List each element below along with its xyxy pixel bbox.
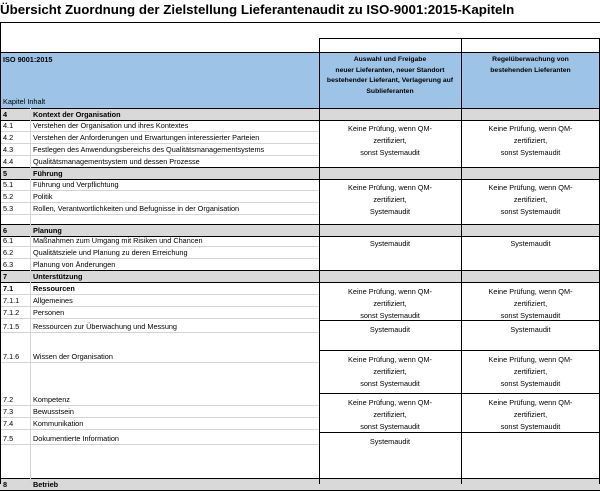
note-line: sonst Systemaudit — [500, 379, 561, 388]
chapter-number: 6.3 — [3, 260, 14, 269]
note-line: sonst Systemaudit — [500, 148, 561, 157]
audit-note-auswahl — [319, 354, 461, 393]
gridline — [0, 429, 319, 430]
audit-note-auswahl — [319, 238, 461, 270]
iso-standard-label: ISO 9001:2015 — [3, 55, 53, 64]
note-line: Systemaudit — [369, 239, 411, 248]
chapter-number: 7.1.6 — [3, 352, 20, 361]
chapter-title: Betrieb — [33, 480, 59, 489]
gridline — [0, 52, 600, 53]
note-line: Keine Prüfung, wenn QM- — [348, 183, 432, 192]
gridline — [461, 38, 462, 484]
chapter-number: 6.2 — [3, 248, 14, 257]
note-line: sonst Systemaudit — [360, 148, 420, 157]
gridline — [0, 306, 319, 307]
audit-note-auswahl — [319, 436, 461, 478]
chapter-number: 5 — [3, 169, 8, 178]
chapter-title: Ressourcen — [33, 284, 75, 293]
chapter-number: 5.1 — [3, 180, 14, 189]
note-line: zertifiziert, — [513, 410, 548, 419]
chapter-number: 7.1 — [3, 284, 14, 293]
chapter-title: Festlegen des Anwendungsbereichs des Qualitätsmanagementsystems — [33, 145, 265, 154]
chapter-title: Rollen, Verantwortlichkeiten und Befugnisse in der Organisation — [33, 204, 240, 213]
column-header-auswahl — [319, 55, 461, 105]
chapter-title: Wissen der Organisation — [33, 352, 113, 361]
note-line: zertifiziert, — [373, 367, 407, 376]
note-line: sonst Systemaudit — [360, 379, 420, 388]
chapter-title: Qualitätsziele und Planung zu deren Erreichung — [33, 248, 188, 257]
note-line: Systemaudit — [510, 325, 551, 334]
chapter-title: Qualitätsmanagementsystem und dessen Prozesse — [33, 157, 200, 166]
chapter-title: Maßnahmen zum Umgang mit Risiken und Chancen — [33, 236, 203, 245]
chapter-number: 7.2 — [3, 395, 14, 404]
gridline — [319, 224, 600, 225]
gridline — [30, 108, 31, 484]
note-line: Keine Prüfung, wenn QM- — [348, 398, 432, 407]
note-line: zertifiziert, — [373, 195, 407, 204]
chapter-number: 7.5 — [3, 434, 14, 443]
column-header-regel-line: Regelüberwachung von — [492, 56, 569, 63]
note-line: zertifiziert, — [513, 195, 548, 204]
chapter-title: Ressourcen zur Überwachung und Messung — [33, 322, 177, 331]
chapter-title: Allgemeines — [33, 296, 73, 305]
note-line: Keine Prüfung, wenn QM- — [488, 183, 573, 192]
note-line: Systemaudit — [369, 325, 411, 334]
gridline — [0, 202, 319, 203]
chapter-number: 6.1 — [3, 236, 14, 245]
chapter-title: Führung — [33, 169, 63, 178]
gridline — [0, 258, 319, 259]
note-line: Keine Prüfung, wenn QM- — [488, 398, 573, 407]
chapter-number: 4.3 — [3, 145, 14, 154]
chapter-number: 7.1.5 — [3, 322, 20, 331]
note-line: zertifiziert, — [513, 299, 548, 308]
gridline — [0, 362, 319, 363]
gridline — [0, 190, 319, 191]
note-line: Systemaudit — [369, 207, 411, 216]
note-line: Keine Prüfung, wenn QM- — [348, 287, 432, 296]
audit-note-regel — [461, 397, 600, 432]
gridline — [0, 214, 319, 215]
gridline — [0, 444, 319, 445]
column-header-auswahl-line: Sublieferanten — [366, 87, 414, 95]
gridline — [319, 38, 600, 39]
chapter-number: 7.1.1 — [3, 296, 20, 305]
chapter-number: 4.2 — [3, 133, 14, 142]
chapter-title: Kompetenz — [33, 395, 70, 404]
chapter-title: Planung — [33, 226, 62, 235]
note-line: sonst Systemaudit — [500, 311, 561, 320]
column-header-regel-line: bestehenden Lieferanten — [490, 66, 571, 74]
gridline — [319, 350, 600, 351]
note-line: Keine Prüfung, wenn QM- — [488, 124, 573, 133]
audit-note-regel — [461, 238, 600, 270]
gridline — [319, 393, 600, 394]
audit-note-regel — [461, 182, 600, 224]
gridline — [0, 294, 319, 295]
note-line: zertifiziert, — [513, 367, 548, 376]
gridline — [0, 318, 319, 319]
chapter-title: Kommunikation — [33, 419, 84, 428]
audit-note-auswahl — [319, 286, 461, 320]
note-line: Keine Prüfung, wenn QM- — [348, 124, 432, 133]
note-line: Systemaudit — [510, 239, 551, 248]
gridline — [319, 38, 320, 484]
chapter-title: Führung und Verpflichtung — [33, 180, 119, 189]
chapter-number: 7 — [3, 272, 8, 281]
gridline — [0, 155, 319, 156]
chapter-title: Verstehen der Organisation und ihres Kontextes — [33, 121, 189, 130]
chapter-title: Unterstützung — [33, 272, 83, 281]
note-line: zertifiziert, — [373, 299, 407, 308]
chapter-number: 7.1.2 — [3, 308, 20, 317]
note-line: zertifiziert, — [373, 410, 407, 419]
note-line: sonst Systemaudit — [360, 311, 420, 320]
chapter-title: Kontext der Organisation — [33, 110, 121, 119]
gridline — [0, 22, 1, 484]
gridline — [0, 246, 319, 247]
gridline — [319, 270, 600, 271]
gridline — [0, 282, 600, 283]
chapter-title: Planung von Änderungen — [33, 260, 116, 269]
chapter-title: Politik — [33, 192, 53, 201]
chapter-title: Bewusstsein — [33, 407, 74, 416]
column-header-regel — [461, 55, 600, 85]
kapitel-inhalt-label: Kapitel Inhalt — [3, 97, 46, 106]
chapter-title: Verstehen der Anforderungen und Erwartungen interessierter Parteien — [33, 133, 260, 142]
gridline — [0, 417, 319, 418]
chapter-title: Personen — [33, 308, 65, 317]
page-title: Übersicht Zuordnung der Zielstellung Lieferantenaudit zu ISO-9001:2015-Kapiteln — [0, 2, 515, 17]
note-line: sonst Systemaudit — [500, 207, 561, 216]
note-line: sonst Systemaudit — [500, 422, 561, 431]
gridline — [0, 143, 319, 144]
note-line: zertifiziert, — [373, 136, 407, 145]
gridline — [0, 131, 319, 132]
chapter-number: 6 — [3, 226, 8, 235]
audit-note-auswahl — [319, 123, 461, 167]
note-line: Keine Prüfung, wenn QM- — [348, 355, 432, 364]
chapter-number: 5.3 — [3, 204, 14, 213]
gridline — [0, 332, 319, 333]
audit-note-regel — [461, 324, 600, 350]
note-line: sonst Systemaudit — [360, 422, 420, 431]
note-line: zertifiziert, — [513, 136, 548, 145]
audit-note-regel — [461, 123, 600, 167]
gridline — [0, 405, 319, 406]
column-header-auswahl-line: bestehender Lieferant, Verlagerung auf — [326, 77, 454, 84]
gridline — [0, 108, 600, 109]
audit-note-regel — [461, 436, 600, 478]
gridline — [319, 478, 600, 479]
chapter-number: 4.4 — [3, 157, 14, 166]
note-line: Keine Prüfung, wenn QM- — [488, 355, 573, 364]
column-header-auswahl-line: Auswahl und Freigabe — [353, 56, 427, 63]
chapter-number: 4.1 — [3, 121, 14, 130]
audit-note-regel — [461, 354, 600, 393]
note-line: Systemaudit — [369, 437, 411, 446]
chapter-number: 5.2 — [3, 192, 14, 201]
note-line: Keine Prüfung, wenn QM- — [488, 287, 573, 296]
chapter-title: Dokumentierte Information — [33, 434, 119, 443]
audit-note-auswahl — [319, 324, 461, 350]
audit-note-auswahl — [319, 397, 461, 432]
audit-note-auswahl — [319, 182, 461, 224]
chapter-number: 8 — [3, 480, 8, 489]
gridline — [0, 22, 600, 23]
chapter-number: 7.3 — [3, 407, 14, 416]
column-header-auswahl-line: neuer Lieferanten, neuer Standort — [335, 66, 445, 74]
chapter-number: 7.4 — [3, 419, 14, 428]
audit-note-regel — [461, 286, 600, 320]
chapter-number: 4 — [3, 110, 8, 119]
gridline — [319, 167, 600, 168]
